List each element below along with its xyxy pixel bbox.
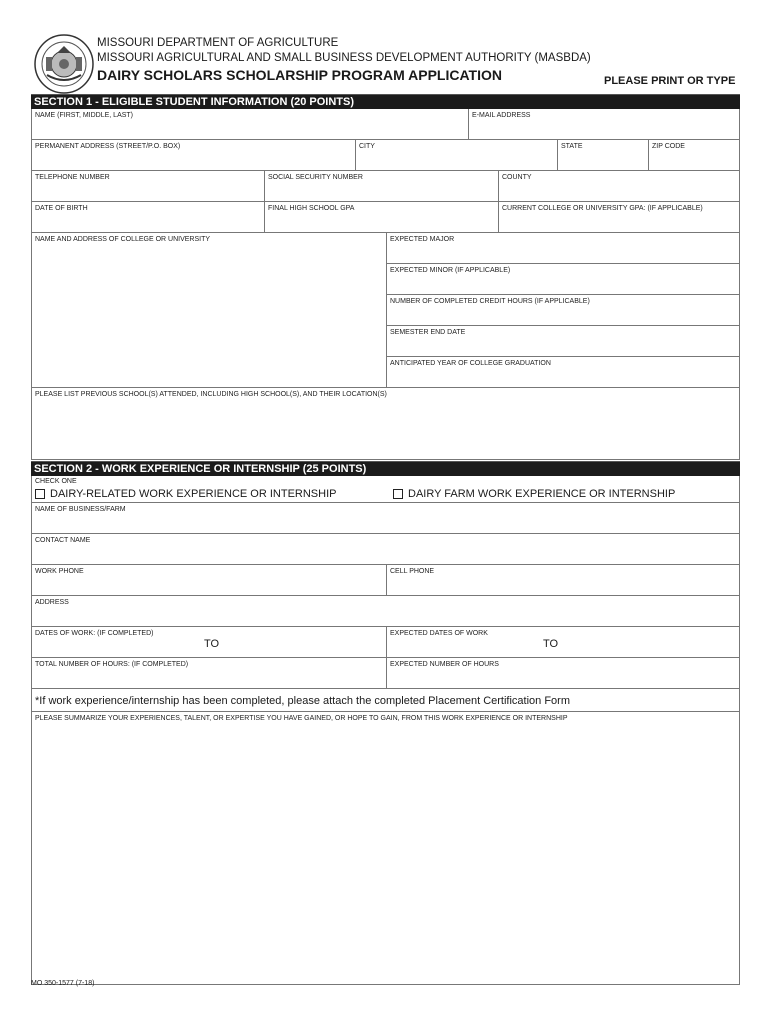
college-block [31,233,740,388]
email-field[interactable] [469,109,739,139]
semester-end-label: SEMESTER END DATE [390,329,466,336]
work-address-field[interactable] [31,596,740,627]
permanent-address-field[interactable] [32,140,356,170]
semester-end-field[interactable] [387,326,739,357]
zip-label: ZIP CODE [652,143,685,150]
dairy-related-label: DAIRY-RELATED WORK EXPERIENCE OR INTERNSHIP [50,487,337,500]
zip-code-field[interactable] [649,140,739,170]
dairy-farm-option[interactable] [390,488,675,500]
email-label: E-MAIL ADDRESS [472,112,531,119]
check-one-label: CHECK ONE [31,476,740,485]
work-address-label: ADDRESS [35,599,69,606]
experience-type-options [31,485,740,503]
previous-schools-label: PLEASE LIST PREVIOUS SCHOOL(S) ATTENDED, INCLUDING HIGH SCHOOL(S), AND THEIR LOCATION(S) [35,391,387,398]
expected-minor-field[interactable] [387,264,739,295]
cell-phone-label: CELL PHONE [390,568,435,575]
minor-label: EXPECTED MINOR (IF APPLICABLE) [390,267,511,274]
expected-hours-field[interactable] [387,658,739,688]
to-label: TO [543,638,559,650]
dates-of-work-field[interactable] [32,627,387,657]
expected-major-field[interactable] [387,233,739,264]
college-gpa-label: CURRENT COLLEGE OR UNIVERSITY GPA: (IF APPLICABLE) [502,205,703,212]
department-name: MISSOURI DEPARTMENT OF AGRICULTURE [97,37,339,49]
section1-header: SECTION 1 - ELIGIBLE STUDENT INFORMATION (20 POINTS) [31,94,740,109]
city-label: CITY [359,143,375,150]
total-hours-field[interactable] [32,658,387,688]
hs-gpa-label: FINAL HIGH SCHOOL GPA [268,205,355,212]
business-label: NAME OF BUSINESS/FARM [35,506,126,513]
row-hours [31,658,740,689]
ssn-label: SOCIAL SECURITY NUMBER [268,174,363,181]
row-phones [31,565,740,596]
graduation-year-field[interactable] [387,357,739,387]
grad-year-label: ANTICIPATED YEAR OF COLLEGE GRADUATION [390,360,551,367]
business-name-field[interactable] [31,503,740,534]
expected-dates-label: EXPECTED DATES OF WORK [390,630,488,637]
college-gpa-field[interactable] [499,202,739,232]
address-label: PERMANENT ADDRESS (STREET/P.O. BOX) [35,143,181,150]
name-label: NAME (FIRST, MIDDLE, LAST) [35,112,134,119]
ssn-field[interactable] [265,171,499,201]
work-phone-label: WORK PHONE [35,568,84,575]
section2-header: SECTION 2 - WORK EXPERIENCE OR INTERNSHIP (25 POINTS) [31,461,740,476]
major-label: EXPECTED MAJOR [390,236,455,243]
contact-label: CONTACT NAME [35,537,91,544]
cell-phone-field[interactable] [387,565,739,595]
state-label: STATE [561,143,583,150]
to-label: TO [204,638,220,650]
row-phone [31,171,740,202]
name-field[interactable] [32,109,469,139]
experience-summary-field[interactable] [31,712,740,985]
county-label: COUNTY [502,174,532,181]
credit-hours-field[interactable] [387,295,739,326]
row-dob-gpa [31,202,740,233]
total-hours-label: TOTAL NUMBER OF HOURS: (IF COMPLETED) [35,661,189,668]
authority-name: MISSOURI AGRICULTURAL AND SMALL BUSINESS DEVELOPMENT AUTHORITY (MASBDA) [97,52,591,64]
telephone-field[interactable] [32,171,265,201]
dairy-related-option[interactable] [32,488,390,500]
city-field[interactable] [356,140,558,170]
dairy-farm-label: DAIRY FARM WORK EXPERIENCE OR INTERNSHIP [408,487,676,500]
checkbox-dairy-farm[interactable] [393,489,403,499]
college-name-address-field[interactable] [32,233,387,387]
hs-gpa-field[interactable] [265,202,499,232]
row-dates [31,627,740,658]
work-phone-field[interactable] [32,565,387,595]
expected-hours-label: EXPECTED NUMBER OF HOURS [390,661,499,668]
previous-schools-field[interactable] [31,388,740,460]
state-field[interactable] [558,140,649,170]
missouri-state-seal-logo [33,33,95,95]
form-title: DAIRY SCHOLARS SCHOLARSHIP PROGRAM APPLICATION [97,67,502,83]
contact-name-field[interactable] [31,534,740,565]
placement-certification-note: *If work experience/internship has been completed, please attach the completed Placement Certification Form [31,689,740,712]
checkbox-dairy-related[interactable] [35,489,45,499]
row-name-email [31,109,740,140]
print-or-type-note: PLEASE PRINT OR TYPE [604,75,736,87]
county-field[interactable] [499,171,739,201]
expected-dates-field[interactable] [387,627,739,657]
dates-of-work-label: DATES OF WORK: (IF COMPLETED) [35,630,154,637]
application-form [31,93,740,985]
form-number: MO 350-1577 (7-18) [31,980,95,987]
row-address [31,140,740,171]
college-label: NAME AND ADDRESS OF COLLEGE OR UNIVERSITY [35,236,211,243]
dob-label: DATE OF BIRTH [35,205,88,212]
summary-label: PLEASE SUMMARIZE YOUR EXPERIENCES, TALENT, OR EXPERTISE YOU HAVE GAINED, OR HOPE TO GAIN, FROM THIS WORK EXPERIENCE OR INTERNSHIP [35,715,568,722]
telephone-label: TELEPHONE NUMBER [35,174,110,181]
dob-field[interactable] [32,202,265,232]
credit-hours-label: NUMBER OF COMPLETED CREDIT HOURS (IF APPLICABLE) [390,298,590,305]
